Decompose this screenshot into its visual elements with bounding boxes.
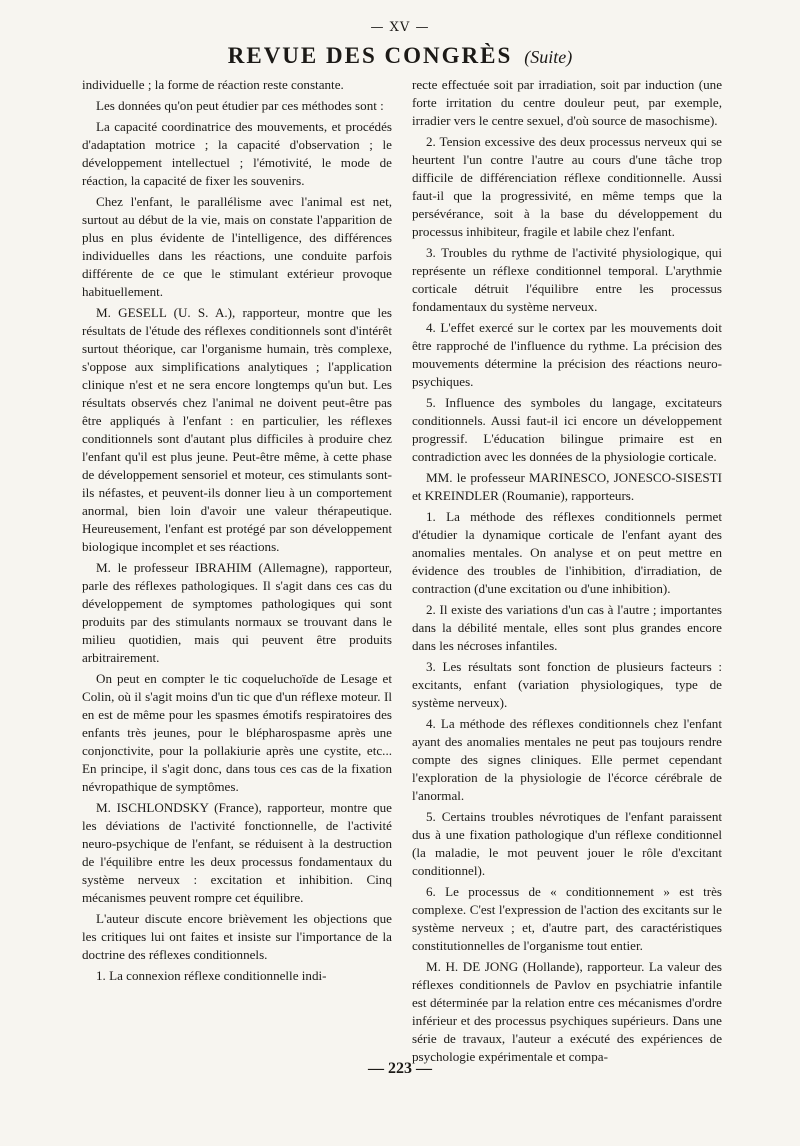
paragraph: M. le professeur IBRAHIM (Allemagne), rapporteur, parle des réflexes pathologiques. Il s'agit dans ces cas du développement de symptomes pathologiques qui sont produits par des stimulants normaux se trouvant dans le milieu quotidien, mais qui peuvent être produits arbitrairement.	[82, 560, 392, 665]
paragraph: 4. La méthode des réflexes conditionnels chez l'enfant ayant des anomalies mentales ne peut pas toujours rendre compte des signes cliniques. Elle permet cependant l'exploration de la physiologie de l'écorce cérébrale de l'anormal.	[412, 716, 722, 803]
paragraph: recte effectuée soit par irradiation, soit par induction (une forte irritation du centre douleur peut, par exemple, irradier vers le centre sexuel, d'où source de masochisme).	[412, 77, 722, 128]
paragraph: M. GESELL (U. S. A.), rapporteur, montre que les résultats de l'étude des réflexes conditionnels sont d'intérêt surtout théorique, car l'organisme humain, très complexe, s'oppose aux simplifications analytiques ; l'application clinique n'est et ne sera encore longtemps qu'un but. Les résultats observés chez l'animal ne doivent peut-être pas être appliqués à l'enfant : en particulier, les réflexes conditionnels sont d'autant plus difficiles à produire chez l'enfant qu'il est plus jeune. Peut-être même, à cette phase de développement sensoriel et moteur, ces stimulants sont-ils néfastes, et peuvent-ils donner lieu à un comportement anormal, bien loin d'avoir une valeur thérapeutique. Heureusement, l'enfant est protégé par son développement biologique incomplet et ses réactions.	[82, 305, 392, 554]
paragraph: 2. Tension excessive des deux processus nerveux qui se heurtent l'un contre l'autre au cours d'une tâche trop difficile de différenciation réflexe conditionnelle. Aussi faut-il que la progressivité, en même temps que la persévérance, soit à la base du développement du processus inhibiteur, fragile et labile chez l'enfant.	[412, 134, 722, 239]
paragraph: 5. Certains troubles névrotiques de l'enfant paraissent dus à une fixation pathologique d'un réflexe conditionnel (la maladie, le mot peuvent jouer le rôle d'excitant conditionnel).	[412, 809, 722, 878]
paragraph: 2. Il existe des variations d'un cas à l'autre ; importantes dans la débilité mentale, elles sont plus grandes encore dans les nécroses infantiles.	[412, 602, 722, 653]
paragraph: 4. L'effet exercé sur le cortex par les mouvements doit être rapproché de l'influence du rythme. La précision des mouvements détermine la précision des réactions neuro-psychiques.	[412, 320, 722, 389]
paragraph: 1. La méthode des réflexes conditionnels permet d'étudier la dynamique corticale de l'enfant ayant des anomalies mentales. On analyse et on peut mettre en évidence des troubles de l'inhibition, d'irradiation, de contraction (d'une excitation ou d'une inhibition).	[412, 509, 722, 596]
paragraph: 3. Troubles du rythme de l'activité physiologique, qui représente un réflexe conditionnel temporal. L'arythmie corticale détruit l'équilibre entre les processus fondamentaux du système nerveux.	[412, 245, 722, 314]
header-suite: (Suite)	[524, 47, 573, 67]
paragraph: 1. La connexion réflexe conditionnelle indi-	[96, 968, 327, 983]
paragraph: individuelle ; la forme de réaction reste constante.	[82, 77, 344, 92]
paragraph: Les données qu'on peut étudier par ces méthodes sont :	[96, 98, 384, 113]
paragraph: M. ISCHLONDSKY (France), rapporteur, montre que les déviations de l'activité fonctionnelle, de l'activité neuro-psychique de l'enfant, se réduisent à la destruction de l'équilibre entre les deux processus fondamentaux du système nerveux : excitation et inhibition. Cinq mécanismes peuvent rompre cet équilibre.	[82, 800, 392, 905]
right-column	[412, 76, 722, 1069]
header-title: REVUE DES CONGRÈS	[227, 43, 513, 68]
paragraph: 5. Influence des symboles du langage, excitateurs conditionnels. Aussi faut-il ici encore un développement progressif. L'éducation bilingue primaire est en contradiction avec les données de la physiologie corticale.	[412, 395, 722, 464]
left-column	[82, 76, 392, 988]
paragraph: M. H. DE JONG (Hollande), rapporteur. La valeur des réflexes conditionnels de Pavlov en psychiatrie infantile est déterminée par la relation entre ces mécanismes d'ordre inférieur et des processus psychiques supérieurs. Dans une série de travaux, l'auteur a exécuté des expériences de psychologie expérimentale et compa-	[412, 959, 722, 1064]
paragraph: 3. Les résultats sont fonction de plusieurs facteurs : excitants, enfant (variation physiologiques, type de système nerveux).	[412, 659, 722, 710]
roman-page-number: — XV —	[370, 20, 430, 35]
paragraph: La capacité coordinatrice des mouvements, et procédés d'adaptation motrice ; la capacité d'observation ; le développement intellectuel ; l'émotivité, le mode de réaction, la capacité de fixer les souvenirs.	[82, 119, 392, 188]
paragraph: MM. le professeur MARINESCO, JONESCO-SISESTI et KREINDLER (Roumanie), rapporteurs.	[412, 470, 722, 503]
paragraph: L'auteur discute encore brièvement les objections que les critiques lui ont faites et insiste sur l'importance de la doctrine des réflexes conditionnels.	[82, 911, 392, 962]
page-header	[0, 43, 800, 69]
paragraph: 6. Le processus de « conditionnement » est très complexe. C'est l'expression de l'action des excitants sur le système nerveux ; et, d'autre part, des caractéristiques constitutionnelles de l'organisme tout entier.	[412, 884, 722, 953]
paragraph: On peut en compter le tic coqueluchoïde de Lesage et Colin, où il s'agit moins d'un tic que d'un réflexe moteur. Il en est de même pour les spasmes émotifs respiratoires des enfants très jeunes, pour le blépharospasme après une conjonctivite, pour la pollakiurie après une cystite, etc... En principe, il s'agit donc, dans tous ces cas de la fixation névropathique de symptômes.	[82, 671, 392, 794]
page-number: — 223 —	[368, 1060, 432, 1077]
paragraph: Chez l'enfant, le parallélisme avec l'animal est net, surtout au début de la vie, mais on constate l'apparition de plus en plus évidente de l'intelligence, des différences individuelles dans les réactions, une conduite parfois différente de ce que le stimulant extérieur provoque habituellement.	[82, 194, 392, 299]
